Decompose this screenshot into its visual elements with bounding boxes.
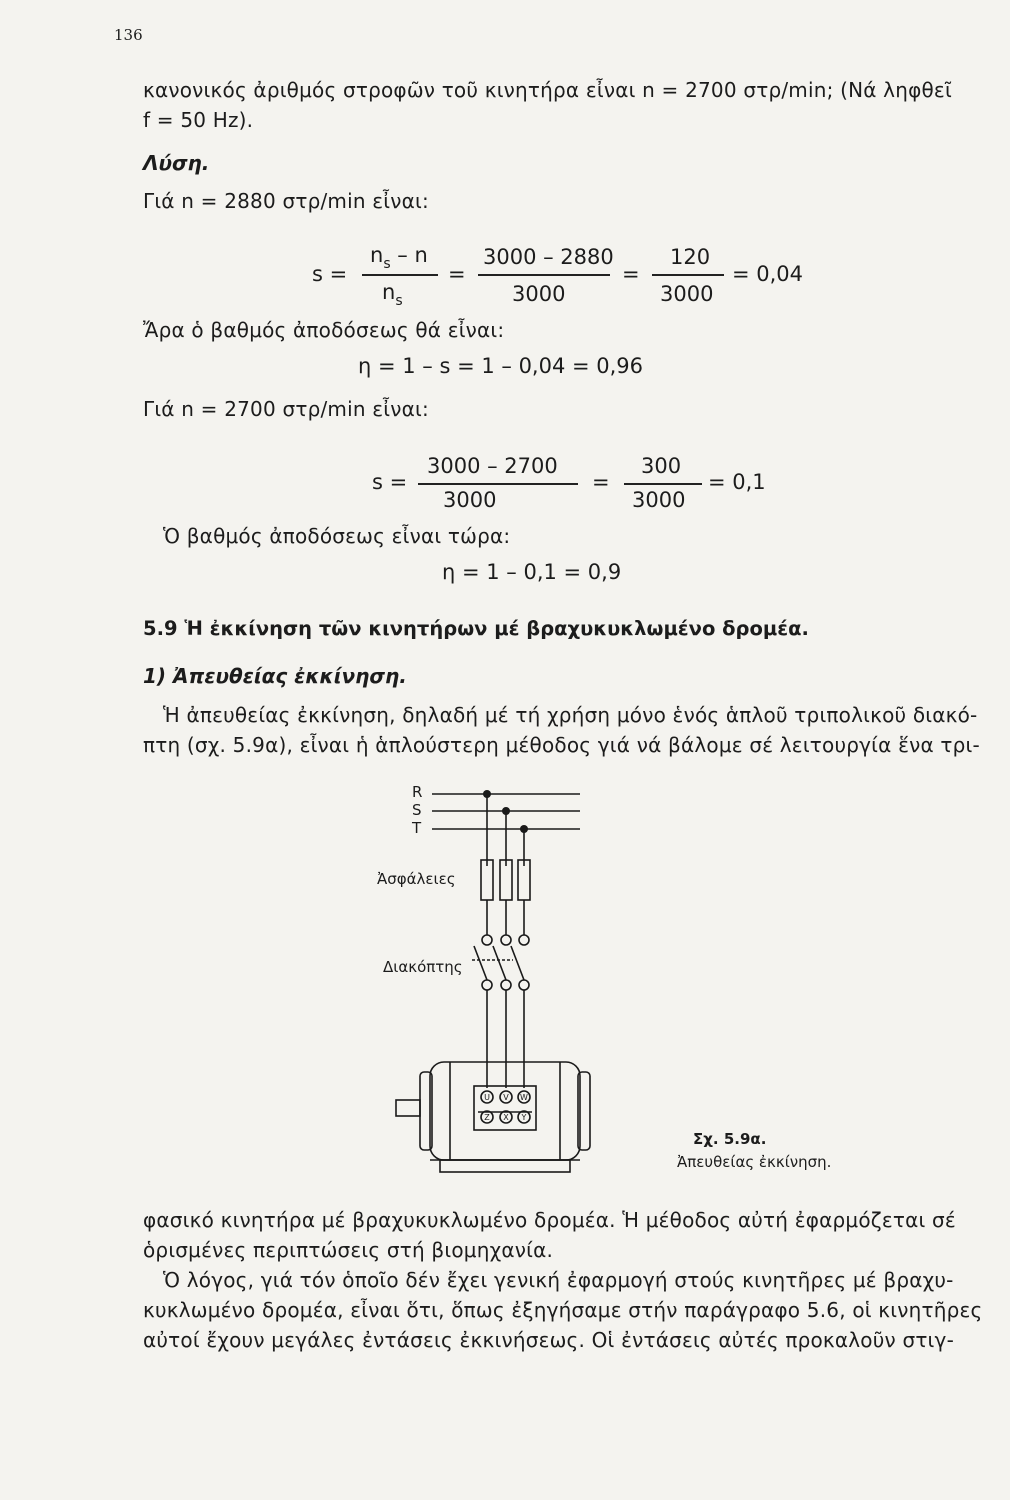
body-line-2: πτη (σχ. 5.9α), εἶναι ἡ ἁπλούστερη μέθοδος γιά νά βάλομε σέ λειτουργία ἕνα τρι- — [143, 733, 980, 757]
terminal-x: X — [503, 1113, 509, 1122]
case1-frac3-numerator: 120 — [670, 245, 711, 269]
ns-symbol: n — [382, 280, 396, 304]
switch-blade-1 — [474, 946, 487, 980]
case2-frac1-numerator: 3000 – 2700 — [427, 454, 558, 478]
case1-efficiency-equation: η = 1 – s = 1 – 0,04 = 0,96 — [358, 354, 644, 378]
case2-efficiency-equation: η = 1 – 0,1 = 0,9 — [442, 560, 622, 584]
phase-label-s: S — [412, 801, 422, 819]
body-line-5: Ὁ λόγος, γιά τόν ὁποῖο δέν ἔχει γενική ἐφαρμογή στούς κινητῆρες μέ βραχυ- — [163, 1268, 954, 1292]
case2-frac2-line — [624, 483, 702, 485]
case1-intro: Γιά n = 2880 στρ/min εἶναι: — [143, 189, 429, 213]
case1-efficiency-intro: Ἄρα ὁ βαθμός ἀποδόσεως θά εἶναι: — [143, 318, 505, 342]
case1-frac1-denominator — [382, 280, 403, 309]
terminal-v: V — [503, 1093, 509, 1102]
case1-frac2-numerator: 3000 – 2880 — [483, 245, 614, 269]
case2-efficiency-intro: Ὁ βαθμός ἀποδόσεως εἶναι τώρα: — [163, 524, 511, 548]
fuses-label: Ἀσφάλειες — [377, 870, 456, 888]
switch-label: Διακόπτης — [383, 958, 463, 976]
terminal-u: U — [484, 1093, 490, 1102]
minus-n: – n — [390, 243, 428, 267]
switch-blade-2 — [493, 946, 506, 980]
page-number: 136 — [114, 26, 143, 44]
case2-frac2-numerator: 300 — [641, 454, 682, 478]
terminal-z: Z — [484, 1113, 490, 1122]
terminal-y: Y — [521, 1113, 527, 1122]
case1-eq-sign-2: = — [622, 262, 640, 286]
case2-eq-sign: = — [592, 470, 610, 494]
case2-s-lhs: s = — [372, 470, 408, 494]
section-heading: 5.9 Ἡ ἐκκίνηση τῶν κινητήρων μέ βραχυκυκλωμένο δρομέα. — [143, 617, 809, 640]
figure-caption-subtitle: Ἀπευθείας ἐκκίνηση. — [677, 1153, 832, 1171]
case2-result: = 0,1 — [708, 470, 766, 494]
body-line-6: κυκλωμένο δρομέα, εἶναι ὅτι, ὅπως ἐξηγήσαμε στήν παράγραφο 5.6, οἱ κινητῆρες — [143, 1298, 983, 1322]
body-line-1: Ἡ ἀπευθείας ἐκκίνηση, δηλαδή μέ τή χρήση μόνο ἑνός ἁπλοῦ τριπολικοῦ διακό- — [163, 703, 978, 727]
intro-line-2: f = 50 Hz). — [143, 108, 254, 132]
case2-intro: Γιά n = 2700 στρ/min εἶναι: — [143, 397, 429, 421]
case1-eq-sign-1: = — [448, 262, 466, 286]
intro-line-1: κανονικός ἀριθμός στροφῶν τοῦ κινητήρα εἶναι n = 2700 στρ/min; (Νά ληφθεῖ — [143, 78, 952, 102]
ns-subscript: s — [383, 256, 391, 272]
ns-symbol: n — [370, 243, 384, 267]
phase-label-r: R — [412, 783, 423, 801]
body-line-3: φασικό κινητήρα μέ βραχυκυκλωμένο δρομέα. Ἡ μέθοδος αὐτή ἐφαρμόζεται σέ — [143, 1208, 956, 1232]
body-line-4: ὁρισμένες περιπτώσεις στή βιομηχανία. — [143, 1238, 554, 1262]
case2-frac2-denominator: 3000 — [632, 488, 686, 512]
case1-result: = 0,04 — [732, 262, 804, 286]
case1-frac2-line — [478, 274, 610, 276]
figure-caption-title: Σχ. 5.9α. — [693, 1130, 767, 1148]
case2-frac1-denominator: 3000 — [443, 488, 497, 512]
case1-s-lhs: s = — [312, 262, 348, 286]
case1-frac1-numerator — [370, 243, 428, 272]
body-line-7: αὐτοί ἔχουν μεγάλες ἐντάσεις ἐκκινήσεως. Οἱ ἐντάσεις αὐτές προκαλοῦν στιγ- — [143, 1328, 954, 1352]
ns-subscript: s — [395, 293, 403, 309]
solution-label: Λύση. — [143, 151, 210, 175]
figure-direct-start-diagram — [380, 776, 820, 1186]
case1-frac1-line — [362, 274, 438, 276]
switch-blade-3 — [511, 946, 524, 980]
case2-frac1-line — [418, 483, 578, 485]
case1-frac3-line — [652, 274, 724, 276]
terminal-w: W — [520, 1093, 528, 1102]
phase-label-t: T — [412, 819, 422, 837]
case1-frac3-denominator: 3000 — [660, 282, 714, 306]
subsection-heading: 1) Ἀπευθείας ἐκκίνηση. — [143, 664, 407, 688]
case1-frac2-denominator: 3000 — [512, 282, 566, 306]
